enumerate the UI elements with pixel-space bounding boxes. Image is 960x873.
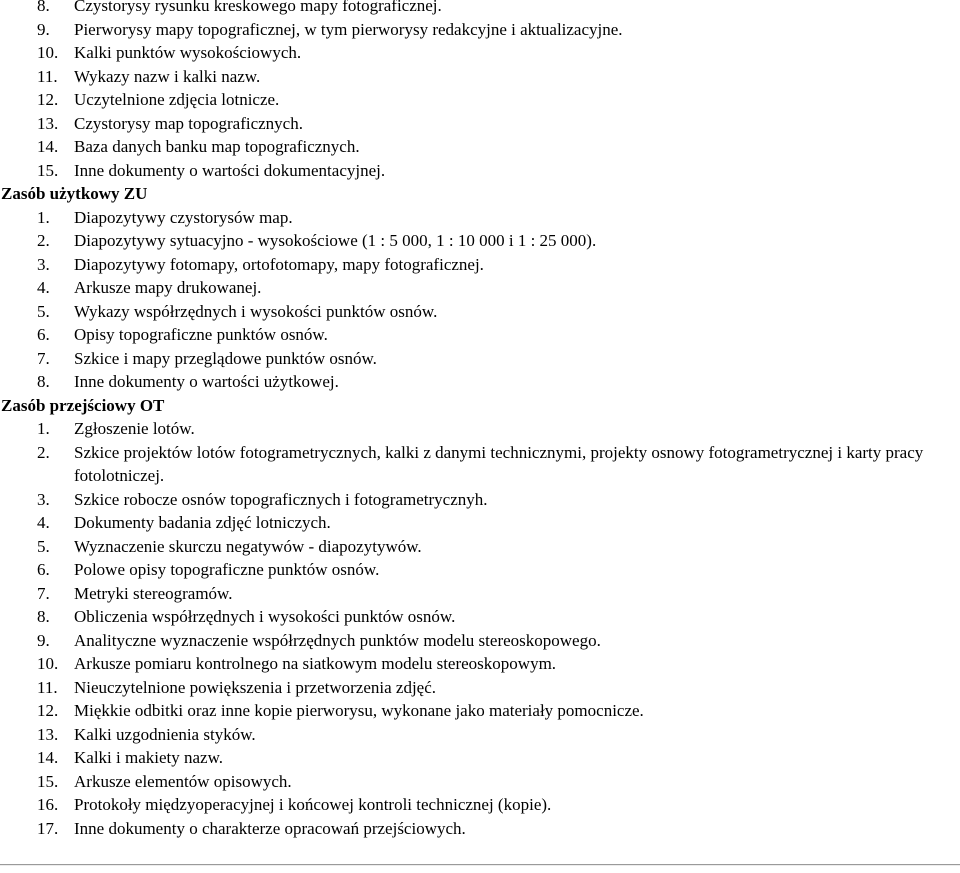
- item-number: 2.: [37, 442, 50, 462]
- item-number: 15.: [37, 160, 59, 180]
- item-number: 17.: [37, 818, 59, 838]
- item-number: 13.: [37, 113, 59, 133]
- item-text: Dokumenty badania zdjęć lotniczych.: [74, 513, 331, 532]
- item-text: Diapozytywy sytuacyjno - wysokościowe (1 : 5 000, 1 : 10 000 i 1 : 25 000).: [74, 231, 597, 250]
- list-item: [0, 0, 960, 18]
- item-number: 8.: [37, 372, 50, 391]
- item-text: Szkice robocze osnów topograficznych i fotogrametrycznyh.: [74, 489, 488, 509]
- item-number: 12.: [37, 701, 59, 720]
- item-text: Nieuczytelnione powiększenia i przetworzenia zdjęć.: [74, 677, 437, 697]
- item-text: Metryki stereogramów.: [74, 583, 233, 603]
- item-text: Czystorysy map topograficznych.: [74, 113, 303, 133]
- item-number: 14.: [37, 748, 59, 767]
- item-text: Polowe opisy topograficzne punktów osnów.: [74, 560, 380, 579]
- item-number: 8.: [37, 0, 50, 15]
- list-item: [0, 793, 960, 817]
- item-number: 7.: [37, 583, 50, 603]
- item-text: Inne dokumenty o charakterze opracowań przejściowych.: [74, 818, 466, 838]
- list-item: [0, 18, 960, 42]
- section-heading-transitional: Zasób przejściowy OT: [1, 395, 165, 415]
- item-text: Uczytelnione zdjęcia lotnicze.: [74, 90, 280, 109]
- item-number: 6.: [37, 325, 50, 344]
- item-text: Analityczne wyznaczenie współrzędnych punktów modelu stereoskopowego.: [74, 630, 601, 650]
- list-item: [0, 300, 960, 324]
- list-item: [0, 746, 960, 770]
- list-item: [0, 817, 960, 841]
- item-text: Zgłoszenie lotów.: [74, 419, 195, 438]
- item-number: 16.: [37, 795, 59, 814]
- list-item: [0, 253, 960, 277]
- list-item: [0, 605, 960, 629]
- item-text: Kalki uzgodnienia styków.: [74, 724, 256, 744]
- item-number: 3.: [37, 254, 50, 274]
- item-number: 4.: [37, 513, 50, 532]
- item-number: 1.: [37, 207, 50, 227]
- list-item: [0, 723, 960, 747]
- list-item: [0, 370, 960, 394]
- item-text: Pierworysy mapy topograficznej, w tym pierworysy redakcyjne i aktualizacyjne.: [74, 19, 623, 39]
- list-item: [0, 159, 960, 183]
- item-text: Obliczenia współrzędnych i wysokości punktów osnów.: [74, 607, 456, 626]
- list-item: [0, 112, 960, 136]
- item-number: 11.: [37, 677, 58, 697]
- item-number: 9.: [37, 19, 50, 39]
- item-number: 1.: [37, 419, 50, 438]
- list-item: [0, 276, 960, 300]
- item-text: Opisy topograficzne punktów osnów.: [74, 325, 328, 344]
- list-item: [0, 323, 960, 347]
- item-text: Diapozytywy fotomapy, ortofotomapy, mapy fotograficznej.: [74, 254, 484, 274]
- item-text: Czystorysy rysunku kreskowego mapy fotograficznej.: [74, 0, 442, 15]
- list-item: [0, 511, 960, 535]
- item-number: 3.: [37, 489, 50, 509]
- transitional-list: [0, 417, 960, 840]
- item-text: Inne dokumenty o wartości dokumentacyjnej.: [74, 160, 386, 180]
- list-item: [0, 488, 960, 512]
- item-number: 5.: [37, 536, 50, 556]
- item-number: 14.: [37, 137, 59, 156]
- item-text: Miękkie odbitki oraz inne kopie pierworysu, wykonane jako materiały pomocnicze.: [74, 701, 644, 720]
- item-text: Wykazy nazw i kalki nazw.: [74, 66, 261, 86]
- item-text: Protokoły międzyoperacyjnej i końcowej kontroli technicznej (kopie).: [74, 795, 552, 814]
- list-item: [0, 441, 960, 488]
- item-number: 7.: [37, 348, 50, 368]
- item-text: Szkice i mapy przeglądowe punktów osnów.: [74, 348, 377, 368]
- item-number: 15.: [37, 771, 59, 791]
- list-item: [0, 652, 960, 676]
- list-item: [0, 535, 960, 559]
- list-item: [0, 699, 960, 723]
- item-text: Wyznaczenie skurczu negatywów - diapozytywów.: [74, 536, 422, 556]
- item-number: 4.: [37, 278, 50, 297]
- item-number: 12.: [37, 90, 59, 109]
- item-text: Arkusze mapy drukowanej.: [74, 278, 262, 297]
- list-item: [0, 229, 960, 253]
- item-number: 9.: [37, 630, 50, 650]
- list-item: [0, 206, 960, 230]
- list-item: [0, 135, 960, 159]
- item-number: 6.: [37, 560, 50, 579]
- list-item: [0, 629, 960, 653]
- item-text: Kalki i makiety nazw.: [74, 748, 224, 767]
- list-item: [0, 41, 960, 65]
- item-number: 11.: [37, 66, 58, 86]
- item-number: 10.: [37, 43, 59, 62]
- item-text: Inne dokumenty o wartości użytkowej.: [74, 372, 339, 391]
- item-text: Wykazy współrzędnych i wysokości punktów osnów.: [74, 301, 438, 321]
- item-number: 2.: [37, 231, 50, 250]
- list-item: [0, 558, 960, 582]
- item-text: Arkusze pomiaru kontrolnego na siatkowym modelu stereoskopowym.: [74, 654, 557, 673]
- list-item: [0, 676, 960, 700]
- list-item: [0, 65, 960, 89]
- list-item: [0, 582, 960, 606]
- item-number: 8.: [37, 607, 50, 626]
- list-item: [0, 88, 960, 112]
- item-number: 10.: [37, 654, 59, 673]
- item-text: Diapozytywy czystorysów map.: [74, 207, 293, 227]
- list-item: [0, 770, 960, 794]
- item-text: Kalki punktów wysokościowych.: [74, 43, 302, 62]
- usable-list: [0, 206, 960, 394]
- item-text: Szkice projektów lotów fotogrametrycznych, kalki z danymi technicznymi, projekty osnowy fotogrametrycznej i karty pracy fotolotniczej.: [74, 442, 924, 485]
- item-number: 5.: [37, 301, 50, 321]
- item-number: 13.: [37, 724, 59, 744]
- bottom-divider: [0, 864, 960, 866]
- item-text: Arkusze elementów opisowych.: [74, 771, 292, 791]
- item-text: Baza danych banku map topograficznych.: [74, 137, 360, 156]
- list-item: [0, 417, 960, 441]
- list-item: [0, 347, 960, 371]
- documentary-list: [0, 0, 960, 182]
- section-heading-usable: Zasób użytkowy ZU: [1, 184, 148, 203]
